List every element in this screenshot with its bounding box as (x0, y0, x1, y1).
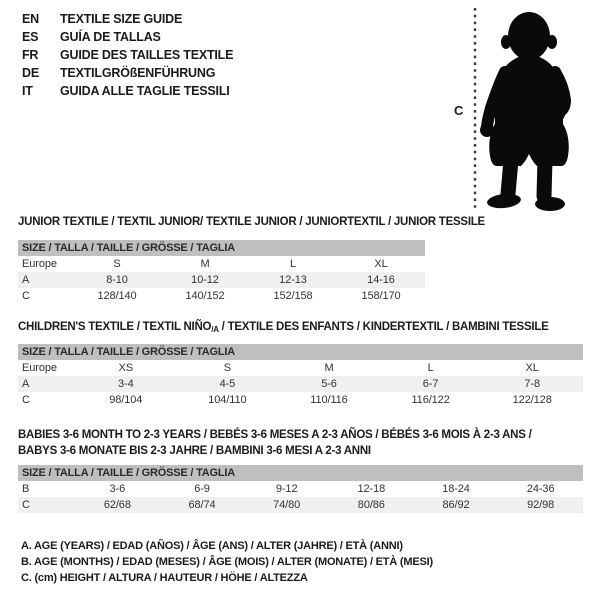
title-subscript: /A (211, 325, 219, 334)
size-cell: 86/92 (442, 499, 470, 511)
size-cell: L (289, 258, 297, 270)
size-cell: 110/116 (310, 394, 348, 406)
size-cell: 74/80 (273, 499, 301, 511)
language-code: IT (22, 84, 33, 98)
size-cell: 92/98 (527, 499, 555, 511)
size-cell: 10-12 (191, 274, 219, 286)
baby-silhouette (480, 12, 569, 211)
table-row (18, 360, 583, 376)
size-cell: 68/74 (188, 499, 216, 511)
table-title: JUNIOR TEXTILE / TEXTIL JUNIOR/ TEXTILE JUNIOR / JUNIORTEXTIL / JUNIOR TESSILE (18, 216, 485, 228)
legend (21, 538, 433, 586)
language-title: GUÍA DE TALLAS (60, 30, 161, 44)
size-cell: 3-6 (109, 483, 126, 495)
size-header-bar: SIZE / TALLA / TAILLE / GRÖSSE / TAGLIA (18, 465, 583, 481)
language-list (22, 10, 233, 100)
language-code: DE (22, 66, 39, 80)
table-row (18, 376, 583, 392)
table-row (18, 481, 583, 497)
row-label: C (22, 394, 30, 406)
row-label: Europe (22, 258, 57, 270)
size-cell: 104/110 (208, 394, 247, 406)
language-row (22, 82, 233, 100)
size-cell: 3-4 (117, 378, 134, 390)
table-row (18, 497, 583, 513)
size-cell: L (427, 362, 434, 374)
row-label: Europe (22, 362, 57, 374)
size-cell: S (223, 362, 232, 374)
size-cell: 80/86 (357, 499, 385, 511)
size-cell: 5-6 (321, 378, 337, 390)
height-label-c: C (454, 103, 464, 118)
legend-line-a: A. AGE (YEARS) / EDAD (AÑOS) / ÂGE (ANS) / ALTER (JAHRE) / ETÀ (ANNI) (21, 540, 403, 552)
size-cell: XL (525, 362, 539, 374)
babies-table (18, 427, 583, 517)
table-title: CHILDREN'S TEXTILE / TEXTIL $NIÑO_{/A}$ / TEXTILE DES ENFANTS / KINDERTEXTIL / BAMBINI TESSILE (18, 321, 549, 334)
row-label: C (22, 290, 30, 302)
language-row (22, 10, 233, 28)
language-title: GUIDE DES TAILLES TEXTILE (60, 48, 234, 62)
children-table (18, 321, 583, 413)
table-row (18, 272, 425, 288)
table-row (18, 256, 425, 272)
size-cell: 98/104 (109, 394, 143, 406)
language-title: GUIDA ALLE TAGLIE TESSILI (60, 84, 230, 98)
size-cell: 14-16 (367, 274, 395, 286)
size-cell: 62/68 (103, 499, 131, 511)
size-cell: 122/128 (512, 394, 552, 406)
row-label: B (22, 483, 30, 495)
size-cell: 8-10 (106, 274, 128, 286)
size-cell: 6-7 (422, 378, 439, 390)
row-label: A (22, 274, 30, 286)
size-cell: M (200, 258, 210, 270)
row-label: C (22, 499, 30, 511)
table-row (18, 392, 583, 408)
size-cell: M (324, 362, 334, 374)
language-code: ES (22, 30, 39, 44)
size-cell: 9-12 (275, 483, 298, 495)
language-title: TEXTILE SIZE GUIDE (60, 12, 183, 26)
size-cell: 140/152 (185, 290, 225, 302)
size-cell: 152/158 (273, 290, 313, 302)
size-cell: S (113, 258, 121, 270)
size-cell: XS (118, 362, 134, 374)
junior-table (18, 216, 485, 308)
language-title: TEXTILGRÖßENFÜHRUNG (60, 66, 216, 80)
row-label: A (22, 378, 30, 390)
language-row (22, 64, 233, 82)
table-row (18, 288, 425, 304)
language-code: FR (22, 48, 39, 62)
table-title: BABIES 3-6 MONTH TO 2-3 YEARS / BEBÉS 3-6 MESES A 2-3 AÑOS / BÉBÉS 3-6 MOIS À 2-3 ANS / BABYS 3-6 MONATE BIS 2-3 JAHRE / BAMBINI 3-6 MESI A 2-3 ANNI (18, 429, 532, 457)
size-cell: 7-8 (524, 378, 540, 390)
size-cell: 4-5 (219, 378, 236, 390)
language-row (22, 28, 233, 46)
size-cell: 18-24 (442, 483, 470, 495)
language-code: EN (22, 12, 39, 26)
size-cell: 116/122 (411, 394, 450, 406)
size-cell: 128/140 (97, 290, 137, 302)
legend-line-c: C. (cm) HEIGHT / ALTURA / HAUTEUR / HÖHE / ALTEZZA (21, 572, 308, 584)
size-cell: 24-36 (526, 483, 555, 495)
size-header-bar: SIZE / TALLA / TAILLE / GRÖSSE / TAGLIA (18, 344, 583, 360)
language-row (22, 46, 233, 64)
legend-line-b: B. AGE (MONTHS) / EDAD (MESES) / ÂGE (MOIS) / ALTER (MONATE) / ETÀ (MESI) (21, 556, 433, 568)
size-header-bar: SIZE / TALLA / TAILLE / GRÖSSE / TAGLIA (18, 240, 425, 256)
size-cell: 158/170 (361, 290, 401, 302)
size-cell: 12-18 (357, 483, 386, 495)
size-cell: XL (374, 258, 388, 270)
size-cell: 12-13 (279, 274, 307, 286)
baby-silhouette-figure (448, 2, 598, 216)
size-cell: 6-9 (194, 483, 210, 495)
